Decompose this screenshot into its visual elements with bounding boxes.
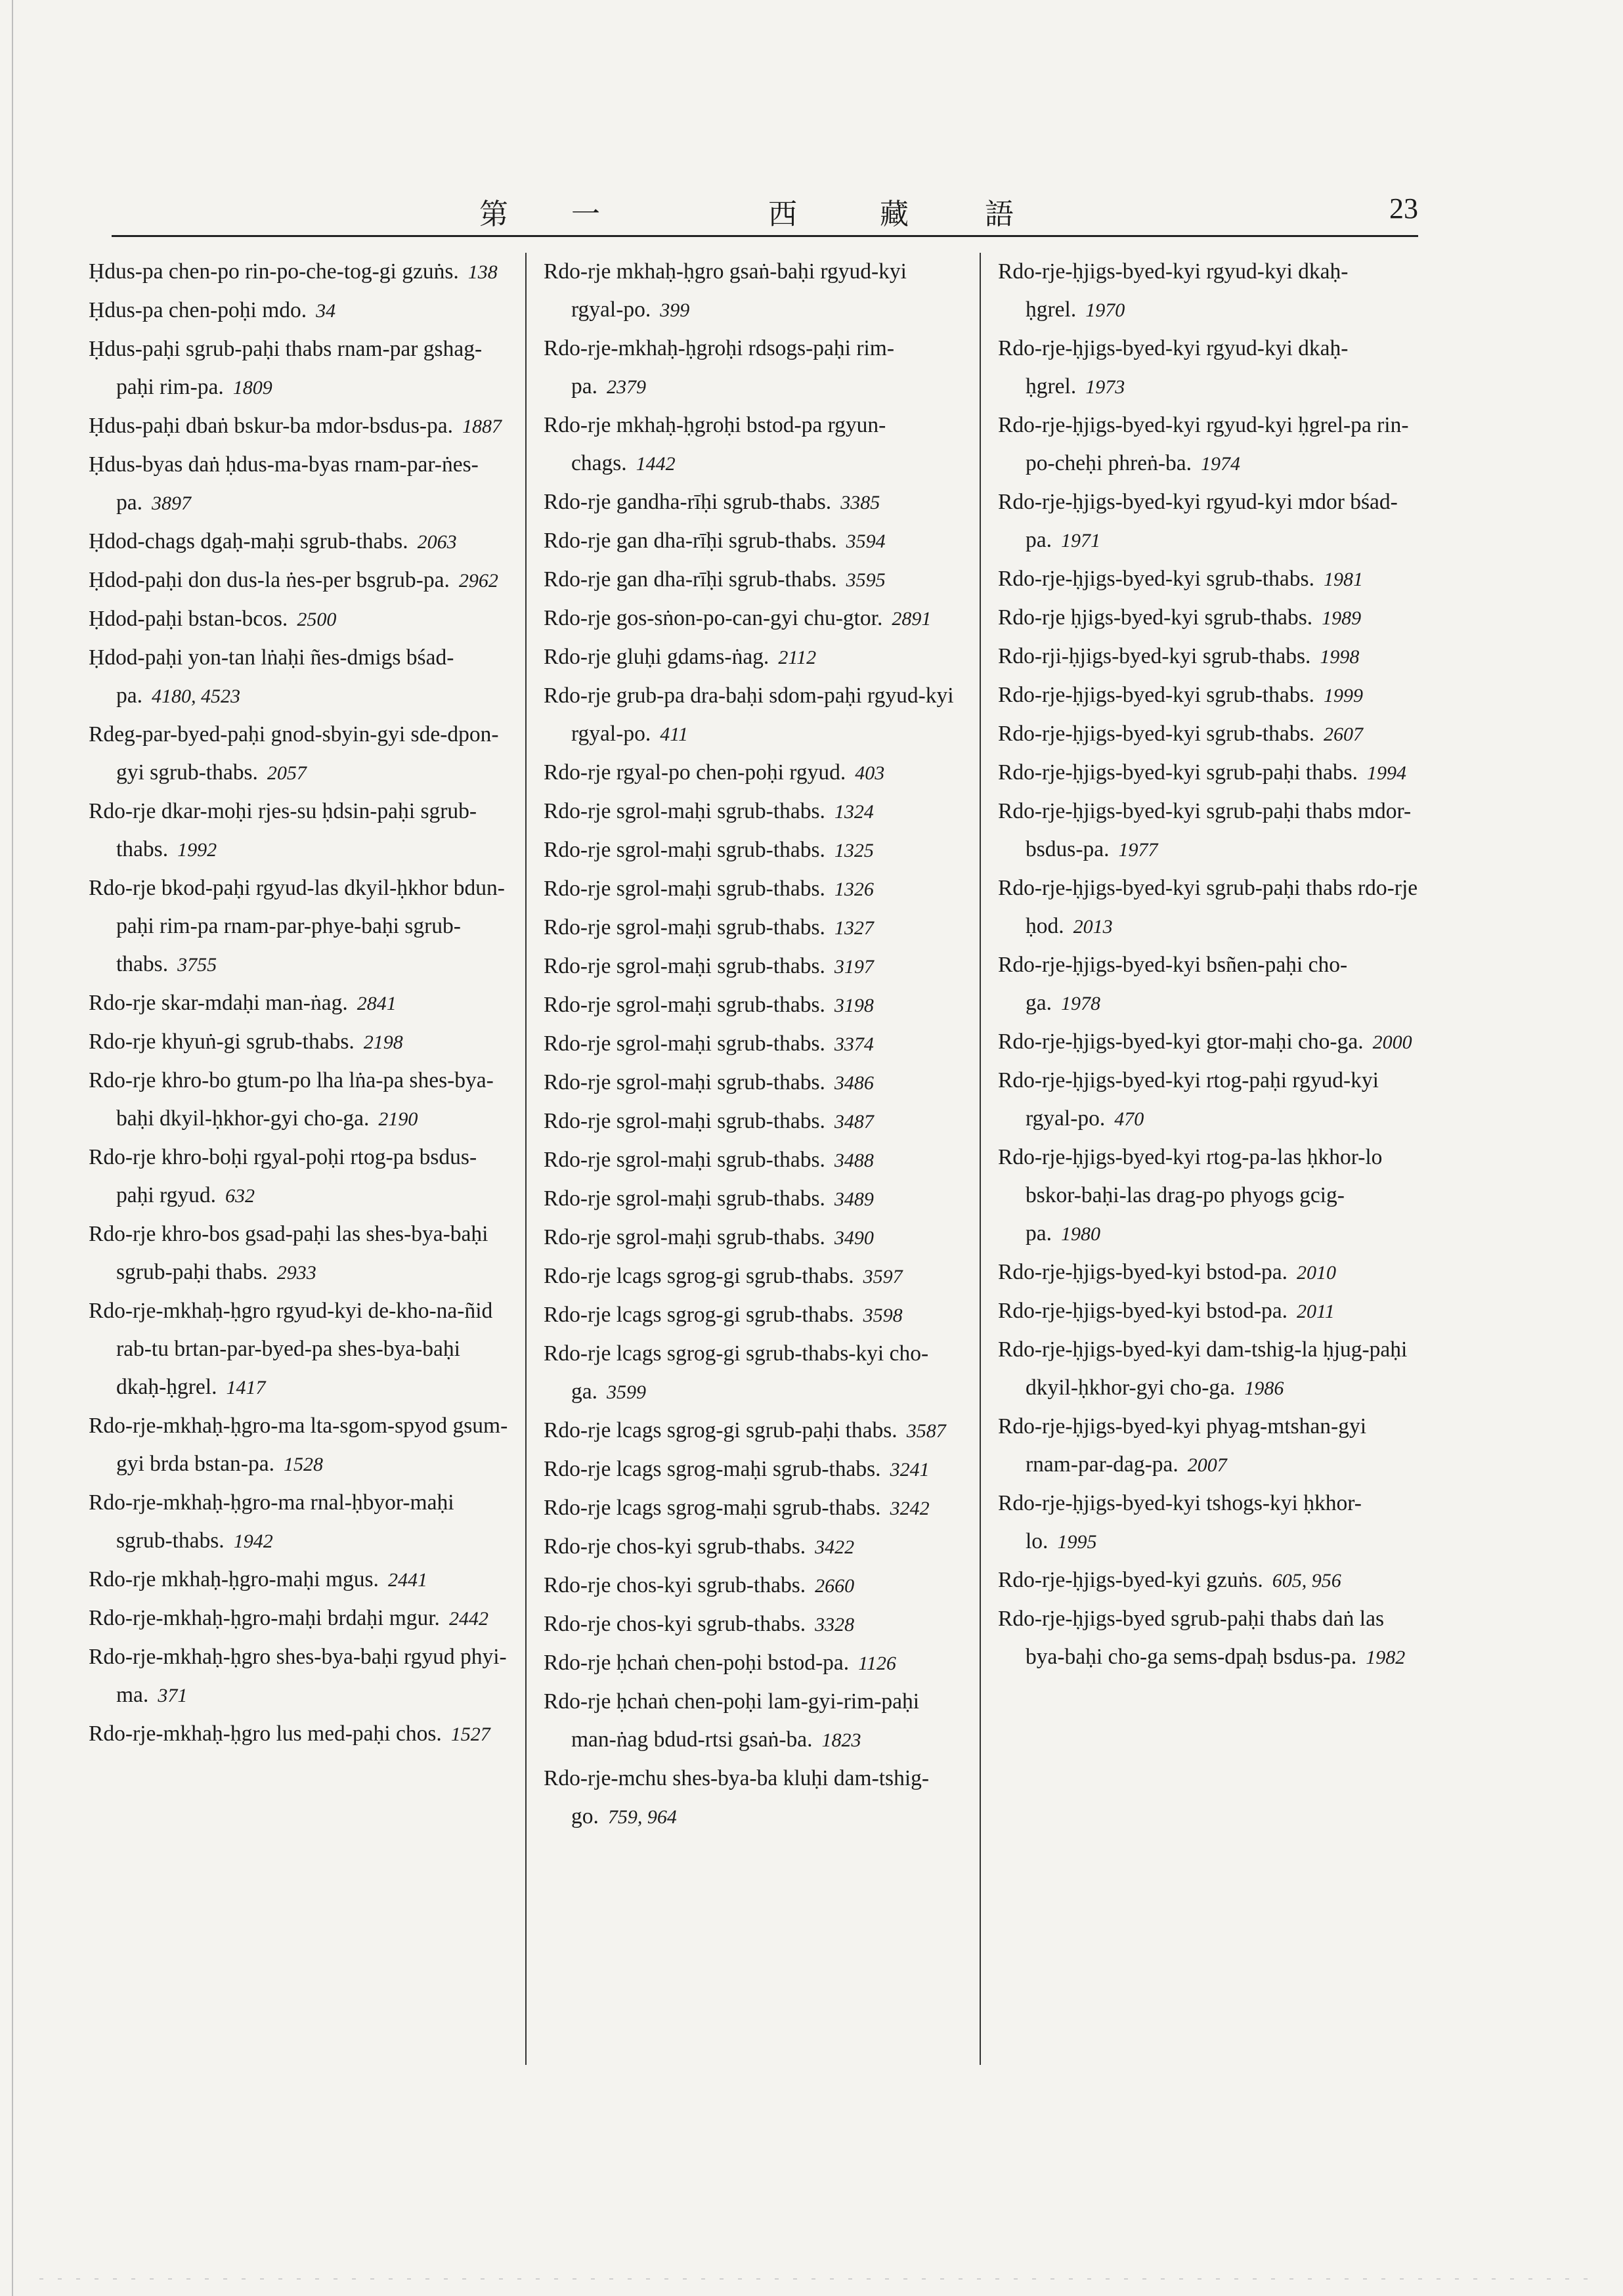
- index-entry: [89, 1484, 509, 1561]
- entry-reference-number: 3598: [863, 1305, 903, 1326]
- entry-title: Rdo-rje sgrol-maḥi sgrub-thabs.: [544, 1109, 825, 1133]
- entry-reference-number: 1989: [1322, 607, 1362, 629]
- index-entry: [998, 1561, 1418, 1600]
- entry-title: Rdo-rje-ḥjigs-byed-kyi sgrub-thabs.: [998, 722, 1314, 746]
- entry-reference-number: 3422: [815, 1536, 855, 1558]
- index-entry: [544, 1605, 964, 1644]
- index-entry: [998, 792, 1418, 869]
- index-entry: [544, 1528, 964, 1567]
- index-entry: [89, 523, 509, 561]
- entry-reference-number: 2057: [267, 762, 307, 784]
- index-entry: [89, 1599, 509, 1638]
- index-entry: [998, 599, 1418, 638]
- index-column-2: [544, 253, 964, 1836]
- index-entry: [998, 1138, 1418, 1253]
- entry-title: Rdo-rje grub-pa dra-baḥi sdom-paḥi rgyud-kyi rgyal-po.: [544, 683, 954, 746]
- entry-title: Rdo-rje bkod-paḥi rgyud-las dkyil-ḥkhor bdun-paḥi rim-pa rnam-par-phye-baḥi sgrub-thabs.: [89, 876, 505, 976]
- entry-reference-number: 470: [1114, 1108, 1144, 1130]
- entry-reference-number: 1992: [177, 839, 217, 861]
- entry-reference-number: 2607: [1323, 724, 1363, 745]
- index-entry: [544, 1760, 964, 1836]
- index-column-1: [89, 253, 509, 1754]
- entry-reference-number: 3486: [834, 1072, 874, 1094]
- chapter-char-2: 一: [571, 198, 600, 231]
- index-entry: [998, 946, 1418, 1023]
- entry-reference-number: 3241: [890, 1459, 930, 1481]
- entry-title: Rdo-rje-mchu shes-bya-ba kluḥi dam-tshig-go.: [544, 1766, 930, 1829]
- entry-reference-number: 3595: [846, 569, 886, 591]
- entry-title: Rdo-rje-ḥjigs-byed-kyi rgyud-kyi dkaḥ-ḥgrel.: [998, 336, 1349, 399]
- index-entry: [544, 638, 964, 677]
- entry-reference-number: 1528: [283, 1454, 323, 1475]
- index-entry: [89, 1215, 509, 1292]
- index-entry: [544, 947, 964, 986]
- entry-reference-number: 632: [225, 1185, 255, 1207]
- entry-title: Rdo-rje sgrol-maḥi sgrub-thabs.: [544, 1070, 825, 1094]
- entry-reference-number: 1809: [232, 377, 272, 399]
- entry-reference-number: 3385: [840, 492, 880, 513]
- entry-title: Rdo-rje-ḥjigs-byed-kyi sgrub-thabs.: [998, 683, 1314, 707]
- index-entry: [89, 446, 509, 523]
- entry-title: Rdo-rje-ḥjigs-byed-kyi sgrub-paḥi thabs.: [998, 760, 1358, 785]
- index-entry: [544, 599, 964, 638]
- index-entry: [544, 1335, 964, 1412]
- entry-title: Rdo-rje-ḥjigs-byed-kyi rgyud-kyi dkaḥ-ḥgrel.: [998, 259, 1349, 322]
- index-entry: [89, 1292, 509, 1407]
- entry-title: Rdo-rje-ḥjigs-byed-kyi rgyud-kyi mdor bśad-pa.: [998, 490, 1398, 552]
- index-entry: [998, 1062, 1418, 1138]
- entry-reference-number: 3487: [834, 1111, 874, 1133]
- entry-reference-number: 2441: [387, 1569, 427, 1591]
- entry-reference-number: 759, 964: [607, 1806, 677, 1828]
- entry-title: Ḥdus-pa chen-po rin-po-che-tog-gi gzuṅs.: [89, 259, 459, 284]
- entry-reference-number: 1126: [858, 1653, 896, 1674]
- header-rule: [112, 235, 1418, 237]
- entry-title: Ḥdod-paḥi bstan-bcos.: [89, 607, 288, 631]
- entry-reference-number: 3374: [834, 1033, 874, 1055]
- entry-reference-number: 1942: [233, 1530, 273, 1552]
- entry-reference-number: 2660: [815, 1575, 855, 1597]
- entry-title: Rdo-rje gan dha-rīḥi sgrub-thabs.: [544, 567, 837, 592]
- index-entry: [89, 1407, 509, 1484]
- entry-reference-number: 411: [660, 724, 689, 745]
- index-entry: [544, 1683, 964, 1760]
- entry-title: Rdo-rje dkar-moḥi rjes-su ḥdsin-paḥi sgrub-thabs.: [89, 799, 477, 861]
- index-entry: [998, 1484, 1418, 1561]
- index-entry: [544, 870, 964, 909]
- index-entry: [998, 1253, 1418, 1292]
- entry-title: Rdo-rje-ḥjigs-byed-kyi bsñen-paḥi cho-ga.: [998, 953, 1348, 1015]
- entry-reference-number: 2000: [1372, 1031, 1412, 1053]
- entry-title: Rdo-rji-ḥjigs-byed-kyi sgrub-thabs.: [998, 644, 1311, 668]
- title-char-2: 藏: [880, 198, 909, 231]
- title-char-1: 西: [768, 198, 797, 231]
- entry-reference-number: 1326: [834, 878, 874, 900]
- entry-title: Rdo-rje-mkhaḥ-ḥgro-ma rnal-ḥbyor-maḥi sgrub-thabs.: [89, 1490, 454, 1553]
- entry-reference-number: 3197: [834, 956, 874, 978]
- entry-title: Rdo-rje-ḥjigs-byed-kyi sgrub-thabs.: [998, 567, 1314, 591]
- index-entry: [998, 1023, 1418, 1062]
- entry-title: Rdo-rje-ḥjigs-byed-kyi bstod-pa.: [998, 1299, 1288, 1323]
- index-entry: [544, 792, 964, 831]
- index-entry: [544, 1412, 964, 1450]
- index-entry: [89, 253, 509, 292]
- entry-reference-number: 1823: [821, 1729, 861, 1751]
- entry-reference-number: 3489: [834, 1188, 874, 1210]
- index-entry: [544, 1102, 964, 1141]
- entry-title: Rdo-rje-ḥjigs-byed-kyi sgrub-paḥi thabs rdo-rje ḥod.: [998, 876, 1418, 938]
- entry-title: Rdo-rje chos-kyi sgrub-thabs.: [544, 1534, 806, 1559]
- entry-reference-number: 3599: [607, 1381, 646, 1403]
- index-entry: [544, 1064, 964, 1102]
- column-divider: [980, 253, 981, 2065]
- entry-title: Rdo-rje lcags sgrog-gi sgrub-thabs-kyi cho-ga.: [544, 1341, 929, 1404]
- index-entry: [89, 639, 509, 716]
- entry-reference-number: 1998: [1320, 646, 1360, 668]
- entry-reference-number: 2013: [1073, 916, 1113, 938]
- index-entry: [998, 754, 1418, 792]
- entry-reference-number: 403: [855, 762, 885, 784]
- entry-title: Rdo-rje sgrol-maḥi sgrub-thabs.: [544, 1186, 825, 1211]
- entry-title: Ḥdod-paḥi don dus-la ṅes-per bsgrub-pa.: [89, 568, 450, 592]
- index-entry: [544, 253, 964, 330]
- entry-title: Rdo-rje sgrol-maḥi sgrub-thabs.: [544, 1148, 825, 1172]
- entry-reference-number: 1887: [462, 416, 502, 437]
- index-entry: [89, 407, 509, 446]
- index-entry: [544, 522, 964, 561]
- entry-title: Rdo-rje sgrol-maḥi sgrub-thabs.: [544, 799, 825, 823]
- index-entry: [998, 1292, 1418, 1331]
- entry-reference-number: 2010: [1297, 1262, 1336, 1284]
- entry-reference-number: 1999: [1323, 685, 1363, 706]
- entry-title: Rdo-rje-ḥjigs-byed-kyi rtog-paḥi rgyud-kyi rgyal-po.: [998, 1068, 1379, 1131]
- index-entry: [544, 561, 964, 599]
- index-entry: [544, 986, 964, 1025]
- entry-title: Rdo-rje-ḥjigs-byed-kyi rtog-pa-las ḥkhor-lo bskor-baḥi-las drag-po phyogs gcig-pa.: [998, 1145, 1383, 1245]
- entry-title: Rdo-rje ḥjigs-byed-kyi sgrub-thabs.: [998, 605, 1313, 630]
- index-entry: [544, 831, 964, 870]
- entry-reference-number: 3198: [834, 995, 874, 1016]
- entry-title: Rdo-rje sgrol-maḥi sgrub-thabs.: [544, 1031, 825, 1056]
- index-entry: [998, 253, 1418, 330]
- index-entry: [998, 869, 1418, 946]
- index-entry: [89, 561, 509, 600]
- entry-title: Rdo-rje khro-bos gsad-paḥi las shes-bya-baḥi sgrub-paḥi thabs.: [89, 1222, 488, 1284]
- entry-reference-number: 2933: [276, 1262, 316, 1284]
- entry-title: Rdo-rje lcags sgrog-gi sgrub-thabs.: [544, 1303, 854, 1327]
- entry-title: Rdo-rje lcags sgrog-gi sgrub-thabs.: [544, 1264, 854, 1288]
- index-entry: [998, 676, 1418, 715]
- index-entry: [544, 1180, 964, 1219]
- index-entry: [544, 1141, 964, 1180]
- entry-title: Rdo-rje sgrol-maḥi sgrub-thabs.: [544, 877, 825, 901]
- entry-title: Rdo-rje-ḥjigs-byed sgrub-paḥi thabs daṅ las bya-baḥi cho-ga sems-dpaḥ bsdus-pa.: [998, 1607, 1384, 1669]
- entry-reference-number: 138: [467, 261, 498, 283]
- entry-reference-number: 1994: [1367, 762, 1406, 784]
- entry-reference-number: 1981: [1323, 569, 1363, 590]
- index-entry: [544, 754, 964, 792]
- entry-reference-number: 2442: [448, 1608, 488, 1630]
- index-entry: [89, 716, 509, 792]
- index-entry: [544, 1025, 964, 1064]
- entry-title: Rdo-rje sgrol-maḥi sgrub-thabs.: [544, 915, 825, 940]
- entry-title: Rdo-rje-ḥjigs-byed-kyi rgyud-kyi ḥgrel-pa rin-po-cheḥi phreṅ-ba.: [998, 413, 1409, 475]
- index-entry: [89, 1138, 509, 1215]
- entry-reference-number: 1442: [636, 453, 676, 475]
- entry-title: Rdo-rje ḥchaṅ chen-poḥi bstod-pa.: [544, 1651, 850, 1675]
- entry-title: Ḥdus-byas daṅ ḥdus-ma-byas rnam-par-ṅes-pa.: [89, 452, 479, 515]
- index-entry: [544, 1567, 964, 1605]
- index-entry: [998, 1600, 1418, 1677]
- entry-title: Rdo-rje sgrol-maḥi sgrub-thabs.: [544, 1225, 825, 1249]
- entry-reference-number: 3594: [846, 531, 886, 552]
- entry-reference-number: 2112: [778, 647, 817, 668]
- entry-reference-number: 2841: [357, 993, 397, 1014]
- index-entry: [89, 1715, 509, 1754]
- entry-reference-number: 1982: [1366, 1647, 1406, 1668]
- entry-title: Rdo-rje gandha-rīḥi sgrub-thabs.: [544, 490, 832, 514]
- entry-reference-number: 2500: [297, 609, 337, 630]
- entry-reference-number: 2198: [363, 1031, 403, 1053]
- entry-title: Rdo-rje-mkhaḥ-ḥgro shes-bya-baḥi rgyud phyi-ma.: [89, 1645, 507, 1707]
- entry-reference-number: 605, 956: [1272, 1570, 1341, 1592]
- index-entry: [89, 1638, 509, 1715]
- entry-reference-number: 34: [316, 300, 336, 322]
- entry-title: Rdo-rje-mkhaḥ-ḥgro-ma lta-sgom-spyod gsum-gyi brda bstan-pa.: [89, 1414, 508, 1476]
- column-divider: [525, 253, 527, 2065]
- index-entry: [998, 483, 1418, 560]
- entry-reference-number: 1327: [834, 917, 874, 939]
- entry-title: Rdo-rje lcags sgrog-maḥi sgrub-thabs.: [544, 1457, 881, 1481]
- entry-title: Rdo-rje gos-sṅon-po-can-gyi chu-gtor.: [544, 606, 883, 630]
- index-entry: [89, 1023, 509, 1062]
- index-entry: [544, 677, 964, 754]
- index-entry: [998, 330, 1418, 406]
- entry-reference-number: 1977: [1118, 839, 1158, 861]
- entry-reference-number: 4180, 4523: [152, 685, 240, 707]
- entry-reference-number: 1970: [1085, 299, 1125, 321]
- index-entry: [89, 600, 509, 639]
- entry-title: Rdeg-par-byed-paḥi gnod-sbyin-gyi sde-dpon-gyi sgrub-thabs.: [89, 722, 499, 785]
- page-number: 23: [1389, 192, 1418, 225]
- entry-title: Rdo-rje rgyal-po chen-poḥi rgyud.: [544, 760, 846, 785]
- entry-reference-number: 371: [158, 1685, 188, 1706]
- index-entry: [998, 406, 1418, 483]
- entry-reference-number: 3490: [834, 1227, 874, 1249]
- index-entry: [544, 1644, 964, 1683]
- index-entry: [544, 1219, 964, 1257]
- entry-title: Ḥdus-pa chen-poḥi mdo.: [89, 298, 307, 322]
- entry-title: Rdo-rje-ḥjigs-byed-kyi dam-tshig-la ḥjug-paḥi dkyil-ḥkhor-gyi cho-ga.: [998, 1337, 1408, 1400]
- entry-reference-number: 399: [660, 299, 690, 321]
- index-entry: [544, 1296, 964, 1335]
- entry-reference-number: 2011: [1297, 1301, 1335, 1322]
- entry-reference-number: 1527: [450, 1723, 490, 1745]
- entry-title: Rdo-rje-ḥjigs-byed-kyi tshogs-kyi ḥkhor-lo.: [998, 1491, 1362, 1553]
- index-entry: [998, 1408, 1418, 1484]
- entry-title: Rdo-rje-ḥjigs-byed-kyi gzuṅs.: [998, 1568, 1263, 1592]
- entry-title: Rdo-rje sgrol-maḥi sgrub-thabs.: [544, 993, 825, 1017]
- entry-title: Rdo-rje mkhaḥ-ḥgro-maḥi mgus.: [89, 1567, 379, 1592]
- entry-title: Rdo-rje ḥchaṅ chen-poḥi lam-gyi-rim-paḥi man-ṅag bdud-rtsi gsaṅ-ba.: [544, 1689, 920, 1752]
- index-column-3: [998, 253, 1418, 1677]
- entry-title: Rdo-rje mkhaḥ-ḥgro gsaṅ-baḥi rgyud-kyi rgyal-po.: [544, 259, 907, 322]
- scan-artifact: [39, 2278, 1589, 2280]
- entry-title: Rdo-rje-ḥjigs-byed-kyi phyag-mtshan-gyi rnam-par-dag-pa.: [998, 1414, 1367, 1477]
- title-char-3: 語: [985, 198, 1014, 231]
- index-entry: [89, 984, 509, 1023]
- index-entry: [89, 1561, 509, 1599]
- entry-title: Rdo-rje sgrol-maḥi sgrub-thabs.: [544, 838, 825, 862]
- entry-reference-number: 2379: [607, 376, 646, 398]
- entry-title: Ḥdus-paḥi dbaṅ bskur-ba mdor-bsdus-pa.: [89, 414, 454, 438]
- entry-reference-number: 2962: [458, 570, 498, 592]
- entry-reference-number: 3597: [863, 1266, 903, 1288]
- entry-reference-number: 3488: [834, 1150, 874, 1171]
- entry-reference-number: 1324: [834, 801, 874, 823]
- index-entry: [544, 1450, 964, 1489]
- entry-reference-number: 1325: [834, 840, 874, 861]
- index-entry: [544, 406, 964, 483]
- index-entry: [998, 1331, 1418, 1408]
- entry-title: Rdo-rje khro-bo gtum-po lha lṅa-pa shes-bya-baḥi dkyil-ḥkhor-gyi cho-ga.: [89, 1068, 494, 1131]
- entry-reference-number: 1974: [1201, 453, 1241, 475]
- index-entry: [544, 909, 964, 947]
- entry-reference-number: 3242: [890, 1498, 930, 1519]
- entry-reference-number: 1417: [226, 1377, 266, 1398]
- index-entry: [89, 869, 509, 984]
- entry-reference-number: 3897: [152, 492, 191, 514]
- index-entry: [544, 1489, 964, 1528]
- entry-title: Rdo-rje-ḥjigs-byed-kyi sgrub-paḥi thabs mdor-bsdus-pa.: [998, 799, 1412, 861]
- index-entry: [544, 1257, 964, 1296]
- index-entry: [544, 483, 964, 522]
- index-entry: [89, 1062, 509, 1138]
- entry-reference-number: 1973: [1085, 376, 1125, 398]
- index-entry: [89, 292, 509, 330]
- entry-title: Rdo-rje chos-kyi sgrub-thabs.: [544, 1612, 806, 1636]
- running-header: [112, 185, 1418, 231]
- entry-reference-number: 1986: [1244, 1377, 1284, 1399]
- entry-title: Rdo-rje sgrol-maḥi sgrub-thabs.: [544, 954, 825, 978]
- entry-title: Rdo-rje chos-kyi sgrub-thabs.: [544, 1573, 806, 1597]
- entry-title: Rdo-rje lcags sgrog-gi sgrub-paḥi thabs.: [544, 1418, 898, 1442]
- entry-reference-number: 2063: [417, 531, 457, 553]
- index-entry: [998, 715, 1418, 754]
- entry-title: Rdo-rje gan dha-rīḥi sgrub-thabs.: [544, 529, 837, 553]
- entry-title: Rdo-rje skar-mdaḥi man-ṅag.: [89, 991, 348, 1015]
- entry-title: Rdo-rje khro-boḥi rgyal-poḥi rtog-pa bsdus-paḥi rgyud.: [89, 1145, 477, 1207]
- entry-reference-number: 1978: [1061, 993, 1100, 1014]
- index-entry: [998, 638, 1418, 676]
- entry-reference-number: 3587: [906, 1420, 946, 1442]
- entry-title: Rdo-rje-ḥjigs-byed-kyi gtor-maḥi cho-ga.: [998, 1029, 1364, 1054]
- entry-reference-number: 2891: [892, 608, 932, 630]
- page-edge: [12, 0, 13, 2296]
- entry-reference-number: 2007: [1187, 1454, 1227, 1476]
- entry-reference-number: 2190: [378, 1108, 418, 1130]
- entry-title: Ḥdod-chags dgaḥ-maḥi sgrub-thabs.: [89, 529, 408, 553]
- index-entry: [89, 330, 509, 407]
- entry-reference-number: 1995: [1057, 1531, 1097, 1553]
- entry-title: Rdo-rje gluḥi gdams-ṅag.: [544, 645, 769, 669]
- entry-title: Rdo-rje-ḥjigs-byed-kyi bstod-pa.: [998, 1260, 1288, 1284]
- entry-reference-number: 3328: [815, 1614, 855, 1635]
- entry-reference-number: 3755: [177, 954, 217, 976]
- entry-title: Rdo-rje-mkhaḥ-ḥgro-maḥi brdaḥi mgur.: [89, 1606, 440, 1630]
- entry-title: Rdo-rje-mkhaḥ-ḥgroḥi rdsogs-paḥi rim-pa.: [544, 336, 895, 399]
- entry-reference-number: 1971: [1061, 530, 1100, 552]
- entry-title: Rdo-rje khyuṅ-gi sgrub-thabs.: [89, 1029, 355, 1054]
- index-entry: [998, 560, 1418, 599]
- entry-title: Rdo-rje-mkhaḥ-ḥgro rgyud-kyi de-kho-na-ñid rab-tu brtan-par-byed-pa shes-bya-baḥi dkaḥ-ḥgrel.: [89, 1299, 493, 1399]
- entry-title: Ḥdod-paḥi yon-tan lṅaḥi ñes-dmigs bśad-pa.: [89, 645, 454, 708]
- entry-title: Ḥdus-paḥi sgrub-paḥi thabs rnam-par gshag-paḥi rim-pa.: [89, 337, 483, 399]
- index-entry: [544, 330, 964, 406]
- index-entry: [89, 792, 509, 869]
- entry-title: Rdo-rje-mkhaḥ-ḥgro lus med-paḥi chos.: [89, 1722, 442, 1746]
- entry-title: Rdo-rje lcags sgrog-maḥi sgrub-thabs.: [544, 1496, 881, 1520]
- chapter-char-1: 第: [479, 198, 508, 231]
- entry-reference-number: 1980: [1061, 1223, 1100, 1245]
- entry-title: Rdo-rje mkhaḥ-ḥgroḥi bstod-pa rgyun-chags.: [544, 413, 886, 475]
